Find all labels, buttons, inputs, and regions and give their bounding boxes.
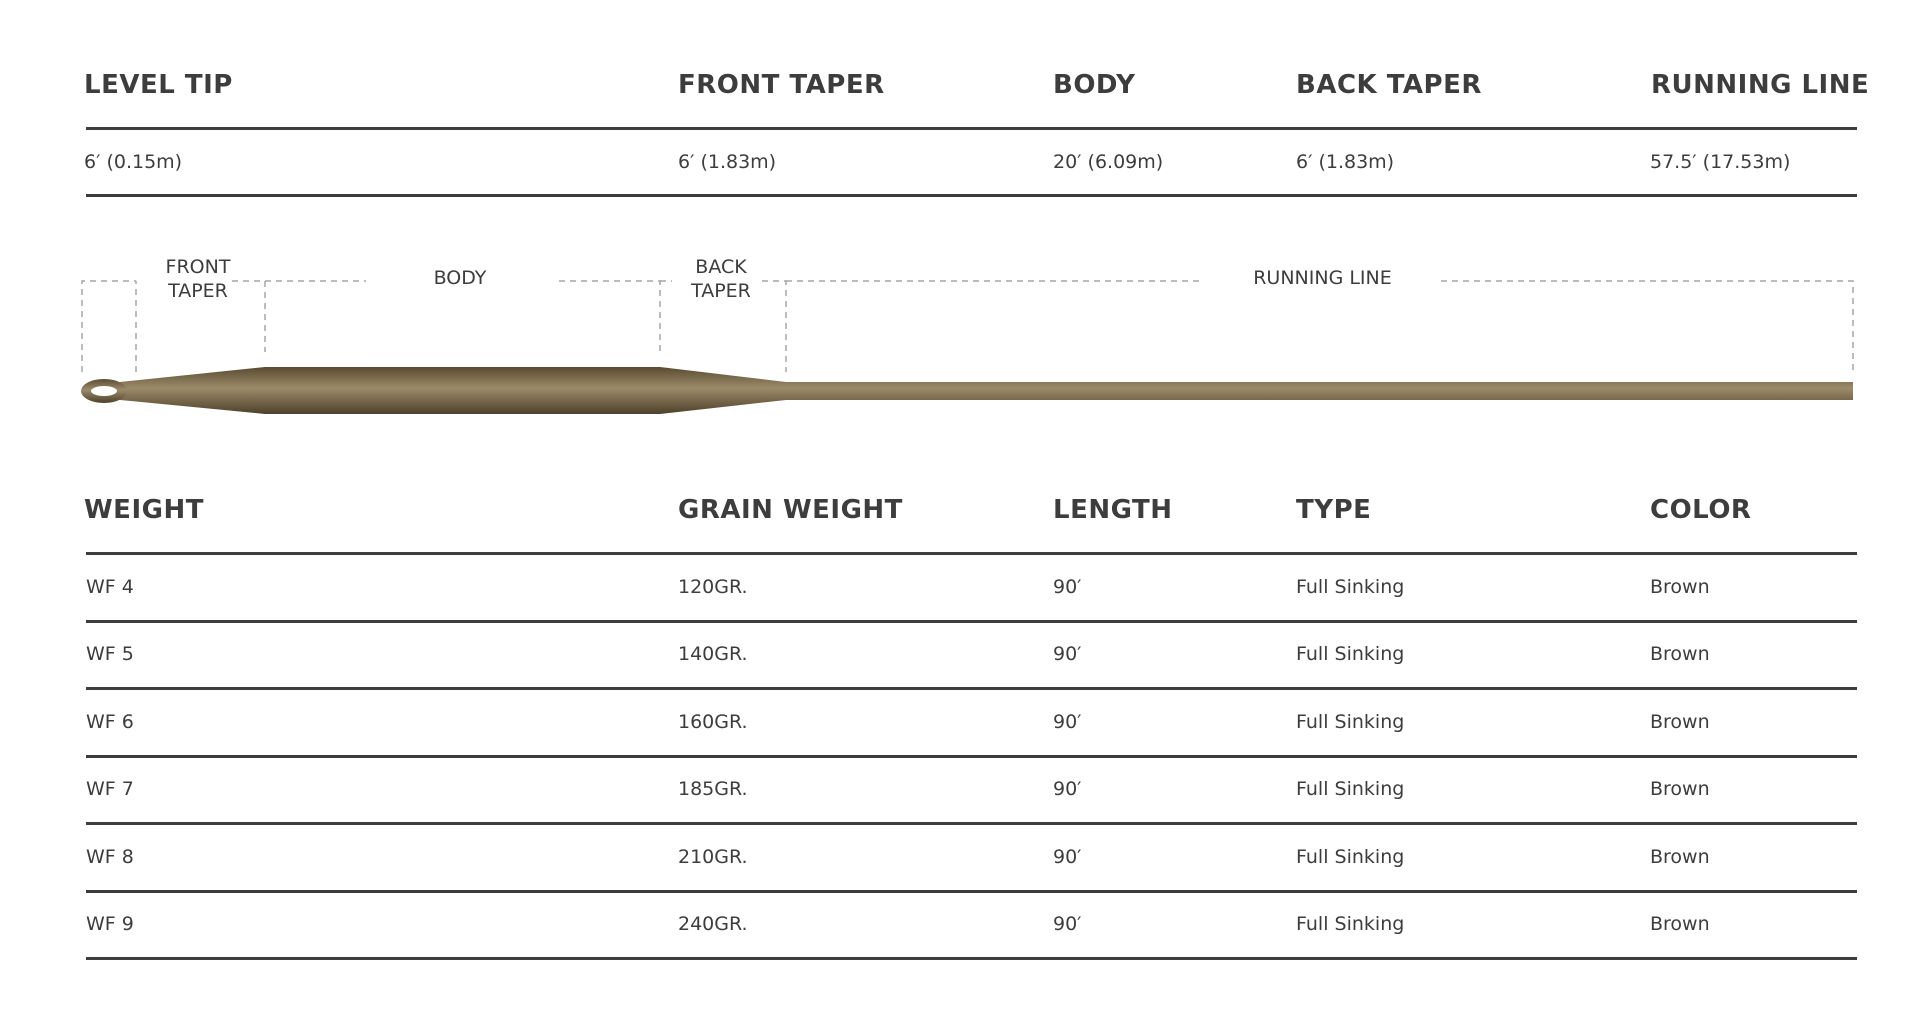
divider [86, 822, 1857, 825]
cell-length: 90′ [1053, 778, 1082, 800]
label-body: BODY [433, 267, 487, 289]
cell-type: Full Sinking [1296, 576, 1405, 598]
header-level-tip: LEVEL TIP [84, 70, 233, 100]
cell-color: Brown [1650, 846, 1710, 868]
cell-color: Brown [1650, 576, 1710, 598]
cell-type: Full Sinking [1296, 913, 1405, 935]
value-level-tip: 6′ (0.15m) [84, 151, 183, 173]
cell-color: Brown [1650, 711, 1710, 733]
cell-type: Full Sinking [1296, 846, 1405, 868]
value-back-taper: 6′ (1.83m) [1296, 151, 1395, 173]
label-front-taper-line2: TAPER [168, 280, 228, 302]
cell-grain-weight: 185GR. [678, 778, 748, 800]
cell-grain-weight: 210GR. [678, 846, 748, 868]
value-running-line: 57.5′ (17.53m) [1650, 151, 1791, 173]
header-weight: WEIGHT [84, 495, 204, 525]
header-back-taper: BACK TAPER [1296, 70, 1482, 100]
cell-weight: WF 4 [86, 576, 134, 598]
divider [86, 890, 1857, 893]
divider [86, 957, 1857, 960]
divider [86, 620, 1857, 623]
cell-length: 90′ [1053, 711, 1082, 733]
label-back-taper-line1: BACK [695, 256, 747, 278]
divider [86, 755, 1857, 758]
cell-grain-weight: 240GR. [678, 913, 748, 935]
header-type: TYPE [1296, 495, 1372, 525]
cell-color: Brown [1650, 643, 1710, 665]
label-running-line: RUNNING LINE [1253, 267, 1392, 289]
cell-grain-weight: 120GR. [678, 576, 748, 598]
cell-type: Full Sinking [1296, 778, 1405, 800]
divider [86, 687, 1857, 690]
header-front-taper: FRONT TAPER [678, 70, 885, 100]
cell-type: Full Sinking [1296, 711, 1405, 733]
cell-weight: WF 7 [86, 778, 134, 800]
header-running-line: RUNNING LINE [1651, 70, 1870, 100]
cell-weight: WF 9 [86, 913, 134, 935]
cell-length: 90′ [1053, 846, 1082, 868]
cell-length: 90′ [1053, 643, 1082, 665]
label-back-taper [686, 255, 756, 303]
cell-type: Full Sinking [1296, 643, 1405, 665]
label-back-taper-line2: TAPER [691, 280, 751, 302]
fly-line-profile [110, 367, 1853, 414]
cell-weight: WF 8 [86, 846, 134, 868]
fly-line-graphic [0, 0, 1920, 440]
header-length: LENGTH [1053, 495, 1173, 525]
header-grain-weight: GRAIN WEIGHT [678, 495, 903, 525]
cell-length: 90′ [1053, 576, 1082, 598]
cell-color: Brown [1650, 913, 1710, 935]
value-body: 20′ (6.09m) [1053, 151, 1164, 173]
divider [86, 552, 1857, 555]
label-front-taper-line1: FRONT [165, 256, 231, 278]
cell-grain-weight: 160GR. [678, 711, 748, 733]
cell-grain-weight: 140GR. [678, 643, 748, 665]
label-front-taper [163, 255, 233, 303]
header-body: BODY [1053, 70, 1136, 100]
cell-weight: WF 5 [86, 643, 134, 665]
section-brackets [82, 281, 1853, 372]
cell-weight: WF 6 [86, 711, 134, 733]
cell-length: 90′ [1053, 913, 1082, 935]
header-color: COLOR [1650, 495, 1752, 525]
value-front-taper: 6′ (1.83m) [678, 151, 777, 173]
cell-color: Brown [1650, 778, 1710, 800]
